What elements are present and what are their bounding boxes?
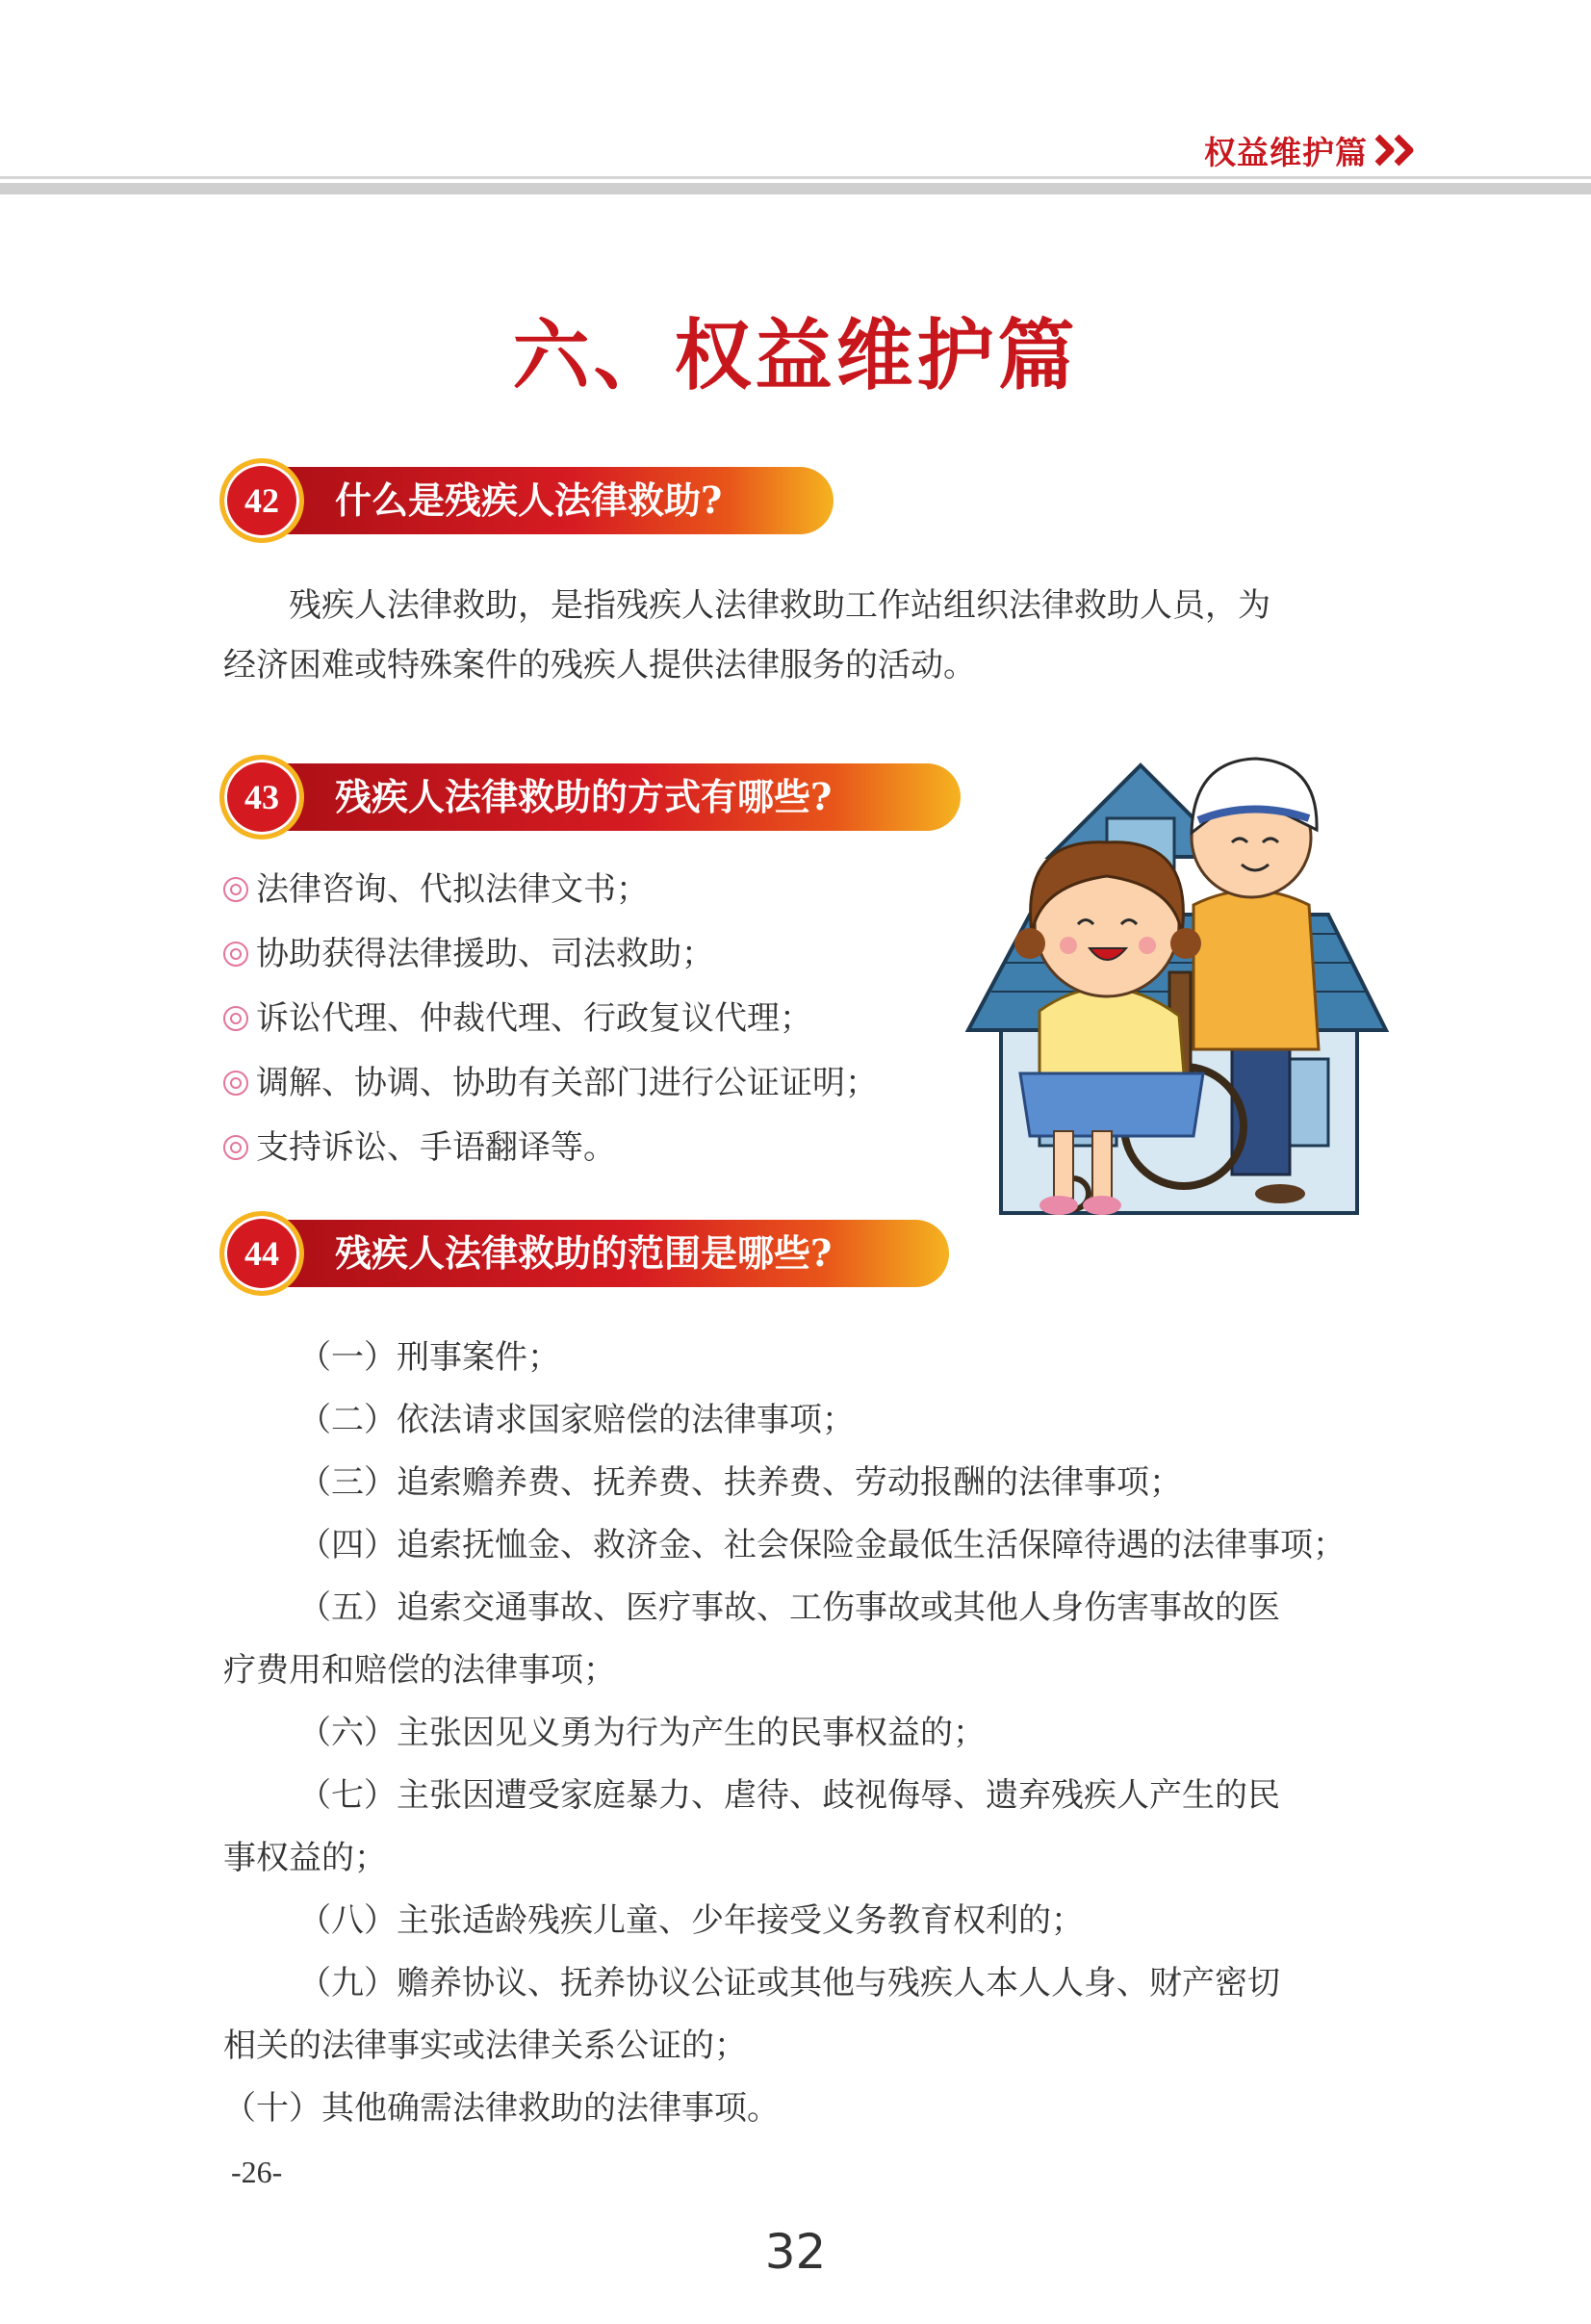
list-item: 支持诉讼、手语翻译等。 bbox=[223, 1115, 993, 1179]
scope-line: （七）主张因遭受家庭暴力、虐待、歧视侮辱、遗弃残疾人产生的民 bbox=[298, 1776, 1280, 1815]
wheelchair-illustration bbox=[962, 741, 1405, 1232]
scope-line: （五）追索交通事故、医疗事故、工伤事故或其他人身伤害事故的医 bbox=[298, 1588, 1280, 1627]
list-item: 协助获得法律援助、司法救助； bbox=[223, 921, 993, 986]
question-number-badge: 44 bbox=[219, 1211, 304, 1296]
list-item: 诉讼代理、仲裁代理、行政复议代理； bbox=[223, 986, 993, 1050]
question-number-badge: 42 bbox=[219, 458, 304, 543]
section-label: 权益维护篇 bbox=[1204, 133, 1368, 171]
scope-line: （六）主张因见义勇为行为产生的民事权益的； bbox=[298, 1714, 986, 1752]
question-title: 残疾人法律救助的范围是哪些? bbox=[335, 1231, 833, 1275]
double-circle-icon bbox=[223, 1135, 248, 1160]
scope-line: 疗费用和赔偿的法律事项； bbox=[223, 1651, 616, 1690]
question-banner-43 bbox=[219, 755, 961, 839]
question-banner-42 bbox=[219, 458, 834, 543]
chapter-title: 六、权益维护篇 bbox=[512, 310, 1079, 400]
double-circle-icon bbox=[223, 877, 248, 902]
header-rule bbox=[0, 176, 1591, 179]
answer-line: 残疾人法律救助，是指残疾人法律救助工作站组织法律救助人员，为 bbox=[289, 586, 1270, 625]
scope-line: （一）刑事案件； bbox=[298, 1338, 560, 1377]
scope-line: （八）主张适龄残疾儿童、少年接受义务教育权利的； bbox=[298, 1901, 1084, 1940]
scope-list bbox=[223, 1327, 1369, 2140]
list-item: 调解、协调、协助有关部门进行公证证明； bbox=[223, 1050, 993, 1115]
question-title: 什么是残疾人法律救助? bbox=[335, 478, 723, 522]
scope-line: 事权益的； bbox=[223, 1839, 387, 1877]
question-banner-44 bbox=[219, 1211, 949, 1296]
scope-line: （四）追索抚恤金、救济金、社会保险金最低生活保障待遇的法律事项； bbox=[298, 1526, 1346, 1564]
page-number: 32 bbox=[764, 2224, 827, 2280]
answer-paragraph-42 bbox=[223, 576, 1369, 695]
running-header bbox=[1204, 125, 1418, 175]
double-circle-icon bbox=[223, 1006, 248, 1031]
double-circle-icon bbox=[223, 1071, 248, 1096]
scope-line: （二）依法请求国家赔偿的法律事项； bbox=[298, 1401, 855, 1439]
method-list bbox=[223, 857, 993, 1179]
scope-line: （十）其他确需法律救助的法律事项。 bbox=[223, 2089, 780, 2128]
question-number-badge: 43 bbox=[219, 755, 304, 839]
double-circle-icon bbox=[223, 942, 248, 967]
printed-page-number: -26- bbox=[231, 2155, 283, 2189]
scope-line: （三）追索赡养费、抚养费、扶养费、劳动报酬的法律事项； bbox=[298, 1463, 1182, 1502]
scope-line: （九）赡养协议、抚养协议公证或其他与残疾人本人人身、财产密切 bbox=[298, 1964, 1280, 2002]
answer-line: 经济困难或特殊案件的残疾人提供法律服务的活动。 bbox=[223, 646, 976, 684]
list-item: 法律咨询、代拟法律文书； bbox=[223, 857, 993, 921]
header-band bbox=[0, 183, 1591, 194]
scope-line: 相关的法律事实或法律关系公证的； bbox=[223, 2027, 747, 2065]
double-chevron-right-icon bbox=[1373, 133, 1418, 168]
question-title: 残疾人法律救助的方式有哪些? bbox=[335, 775, 833, 818]
